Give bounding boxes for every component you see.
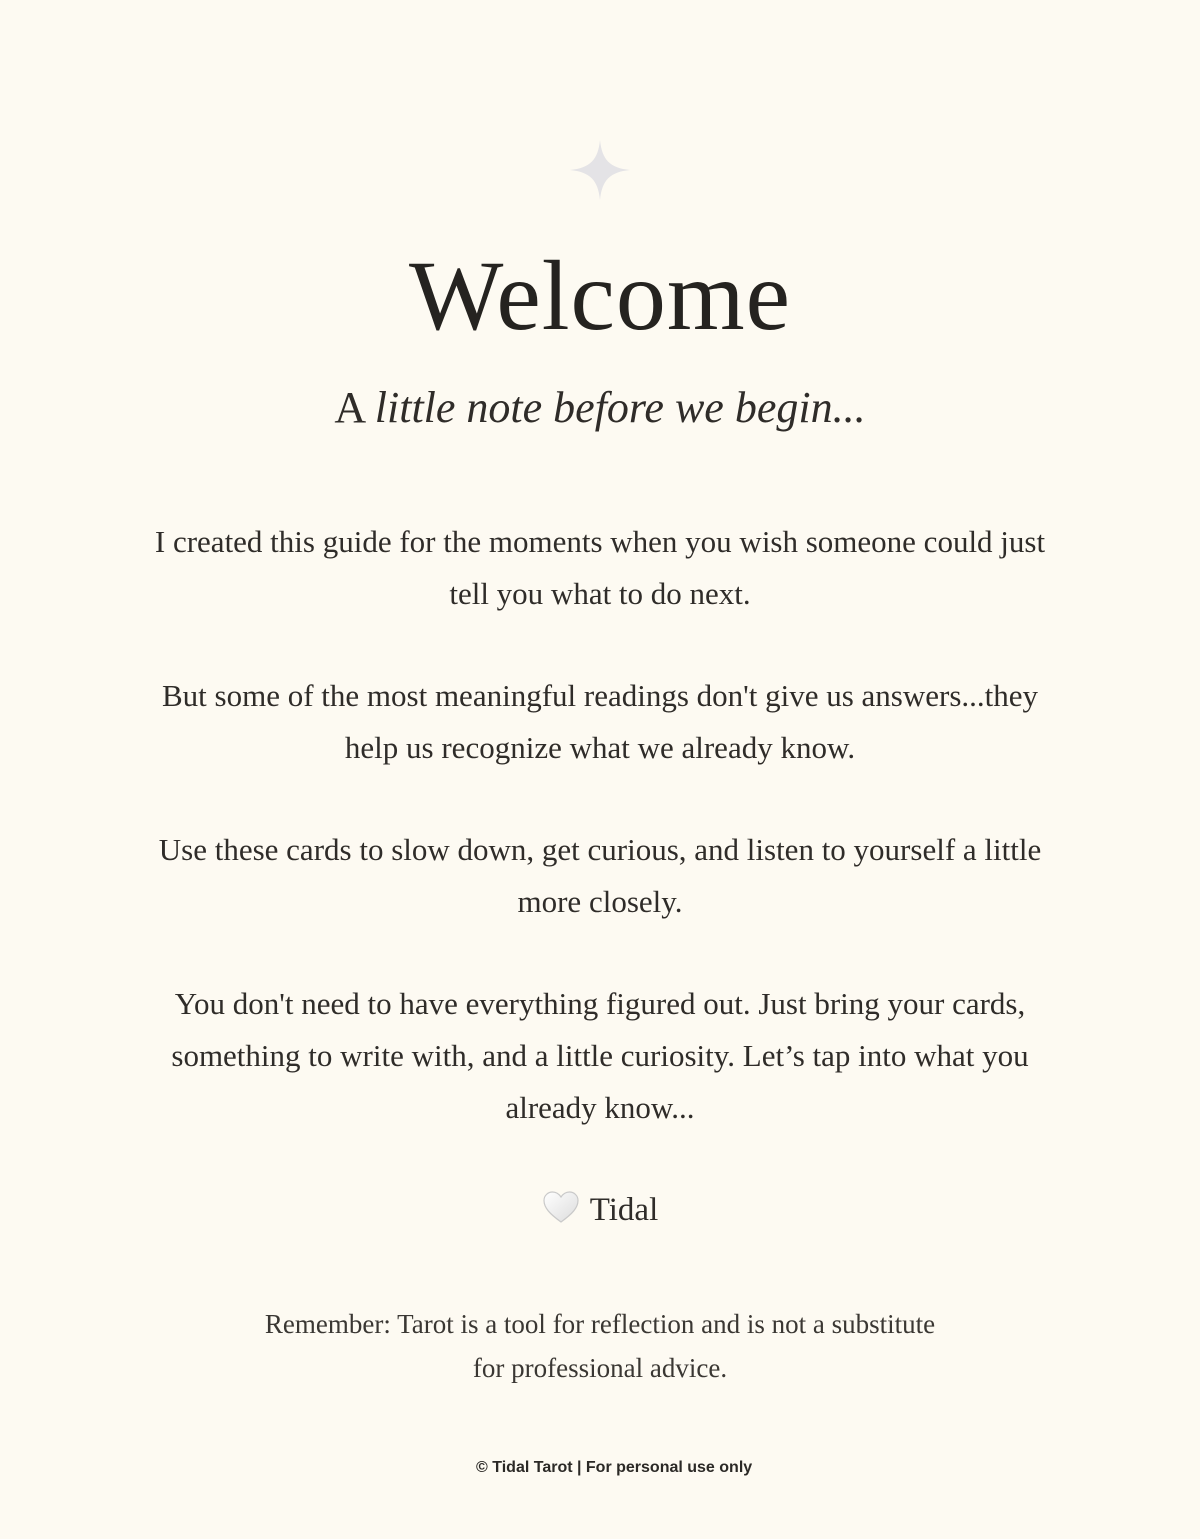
signoff [0, 1184, 1200, 1236]
subtitle-italic: little note before we begin... [374, 383, 866, 432]
subtitle-prefix: A [334, 383, 364, 432]
intro-paragraph-4: You don't need to have everything figured out. Just bring your cards, something to write with, and a little curiosity. Let’s tap into what you already know... [171, 986, 1029, 1125]
page-subtitle [0, 380, 1200, 436]
intro-paragraph-3: Use these cards to slow down, get curious, and listen to yourself a little more closely. [158, 832, 1042, 919]
intro-paragraph-1: I created this guide for the moments when you wish someone could just tell you what to do next. [154, 524, 1046, 611]
intro-paragraph-2: But some of the most meaningful readings don't give us answers...they help us recognize what we already know. [161, 678, 1039, 765]
page-title: Welcome [408, 240, 792, 351]
white-heart-icon [542, 1190, 580, 1224]
footer [0, 1456, 1200, 1480]
footer-text: © Tidal Tarot | For personal use only [476, 1459, 753, 1476]
four-point-star-icon [570, 140, 630, 200]
signoff-name: Tidal [589, 1192, 659, 1228]
disclaimer: Remember: Tarot is a tool for reflection and is not a substitute for professional advice. [264, 1309, 936, 1383]
